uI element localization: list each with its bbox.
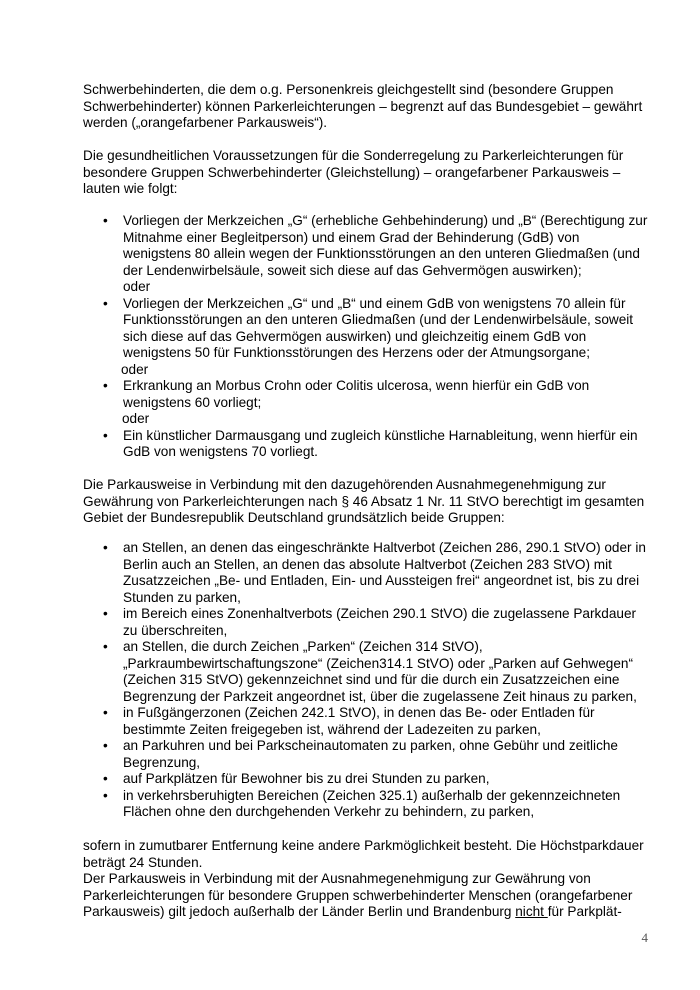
list-item (83, 428, 648, 461)
validity-text: Der Parkausweis in Verbindung mit der Ausnahmegenehmigung zur Gewährung von Parkerleichterungen für besondere Gruppen schwerbehinderter Menschen (orangefarbener Parkausweis) gilt jedoch außerhalb der Länder Berlin und Brandenburg (83, 871, 633, 919)
list-item-text: im Bereich eines Zonenhaltverbots (Zeichen 290.1 StVO) die zugelassene Parkdauer zu überschreiten, (123, 606, 637, 638)
list-item-text: Ein künstlicher Darmausgang und zugleich künstliche Harnableitung, wenn hierfür ein GdB von wenigstens 70 vorliegt. (123, 427, 638, 459)
list-item (83, 540, 648, 606)
list-item (83, 639, 648, 705)
list-item-text: Erkrankung an Morbus Crohn oder Colitis ulcerosa, wenn hierfür ein GdB von wenigstens 60 vorliegt; (123, 378, 590, 410)
paragraph-intro: Schwerbehinderten, die dem o.g. Personenkreis gleichgestellt sind (besondere Gruppen Schwerbehinderter) können Parkerleichterungen – begrenzt auf das Bundesgebiet – gewährt werden („orangefarbener Parkausweis“). (83, 82, 643, 130)
bullet-icon: • (103, 427, 108, 443)
requirements-list (83, 213, 648, 461)
list-connector: oder (122, 411, 150, 426)
bullet-icon: • (103, 787, 108, 803)
list-item-text: auf Parkplätzen für Bewohner bis zu drei Stunden zu parken, (123, 771, 490, 786)
list-item-text: Vorliegen der Merkzeichen „G“ (erhebliche Gehbehinderung) und „B“ (Berechtigung zur Mitnahme einer Begleitperson) und einem Grad der Behinderung (GdB) von wenigstens 80 allein wegen der Funktionsstörungen an den unteren Gliedmaßen (und der Lendenwirbelsäule, soweit sich diese auf das Gehvermögen auswirken); (123, 213, 648, 278)
list-item (83, 378, 648, 428)
bullet-icon: • (103, 540, 108, 555)
list-item (83, 705, 648, 738)
paragraph-max-duration: sofern in zumutbarer Entfernung keine andere Parkmöglichkeit besteht. Die Höchstparkdauer beträgt 24 Stunden. (83, 838, 644, 870)
list-item-text: in Fußgängerzonen (Zeichen 242.1 StVO), in denen das Be- oder Entladen für bestimmte Zeiten freigegeben ist, während der Ladezeiten zu parken, (123, 705, 595, 737)
list-item-text: an Parkuhren und bei Parkscheinautomaten zu parken, ohne Gebühr und zeitliche Begrenzung, (123, 738, 618, 770)
list-item-text: Vorliegen der Merkzeichen „G“ und „B“ und einem GdB von wenigstens 70 allein für Funktionsstörungen an den unteren Gliedmaßen (und der Lendenwirbelsäule, soweit sich diese auf das Gehvermögen auswirken) und gleichzeitig einem GdB von wenigstens 50 für Funktionsstörungen des Herzens oder der Atmungsorgane; (123, 295, 634, 360)
list-item-text: in verkehrsberuhigten Bereichen (Zeichen 325.1) außerhalb der gekennzeichneten Flächen ohne den durchgehenden Verkehr zu behindern, zu parken, (123, 787, 621, 819)
bullet-icon: • (103, 213, 108, 228)
paragraph-parking-permits: Die Parkausweise in Verbindung mit den dazugehörenden Ausnahmegenehmigung zur Gewährung von Parkerleichterungen nach § 46 Absatz 1 Nr. 11 StVO berechtigt im gesamten Gebiet der Bundesrepublik Deutschland grundsätzlich beide Gruppen: (83, 477, 645, 525)
page-number: 4 (641, 930, 648, 945)
list-item (83, 788, 648, 821)
list-item (83, 771, 648, 788)
list-connector: oder (121, 361, 149, 377)
bullet-icon: • (103, 738, 108, 753)
underlined-nicht: nicht (515, 904, 548, 919)
list-connector: oder (123, 279, 151, 294)
bullet-icon: • (103, 606, 108, 621)
list-item (83, 606, 648, 639)
paragraph-validity (83, 871, 648, 921)
bullet-icon: • (103, 705, 108, 720)
validity-text-end: für Parkplät- (547, 904, 622, 919)
list-item-text: an Stellen, an denen das eingeschränkte Haltverbot (Zeichen 286, 290.1 StVO) oder in Berlin auch an Stellen, an denen das absolute Haltverbot (Zeichen 283 StVO) mit Zusatzzeichen „Be- und Entladen, Ein- und Aussteigen frei“ angeordnet ist, bis zu drei Stunden zu parken, (123, 540, 646, 605)
list-item (83, 296, 648, 379)
bullet-icon: • (103, 771, 108, 786)
list-item (83, 213, 648, 296)
bullet-icon: • (103, 639, 108, 654)
bullet-icon: • (103, 378, 108, 393)
list-item-text: an Stellen, die durch Zeichen „Parken“ (Zeichen 314 StVO), „Parkraumbewirtschaftungszone“ (Zeichen314.1 StVO) oder „Parken auf Gehwegen“ (Zeichen 315 StVO) gekennzeichnet sind und für die durch ein Zusatzzeichen eine Begrenzung der Parkzeit angeordnet ist, über die zugelassene Zeit hinaus zu parken, (123, 639, 637, 704)
list-item (83, 738, 648, 771)
permissions-list (83, 540, 648, 821)
paragraph-requirements: Die gesundheitlichen Voraussetzungen für die Sonderregelung zu Parkerleichterungen für besondere Gruppen Schwerbehinderter (Gleichstellung) – orangefarbener Parkausweis – lauten wie folgt: (83, 148, 624, 196)
bullet-icon: • (103, 295, 108, 311)
